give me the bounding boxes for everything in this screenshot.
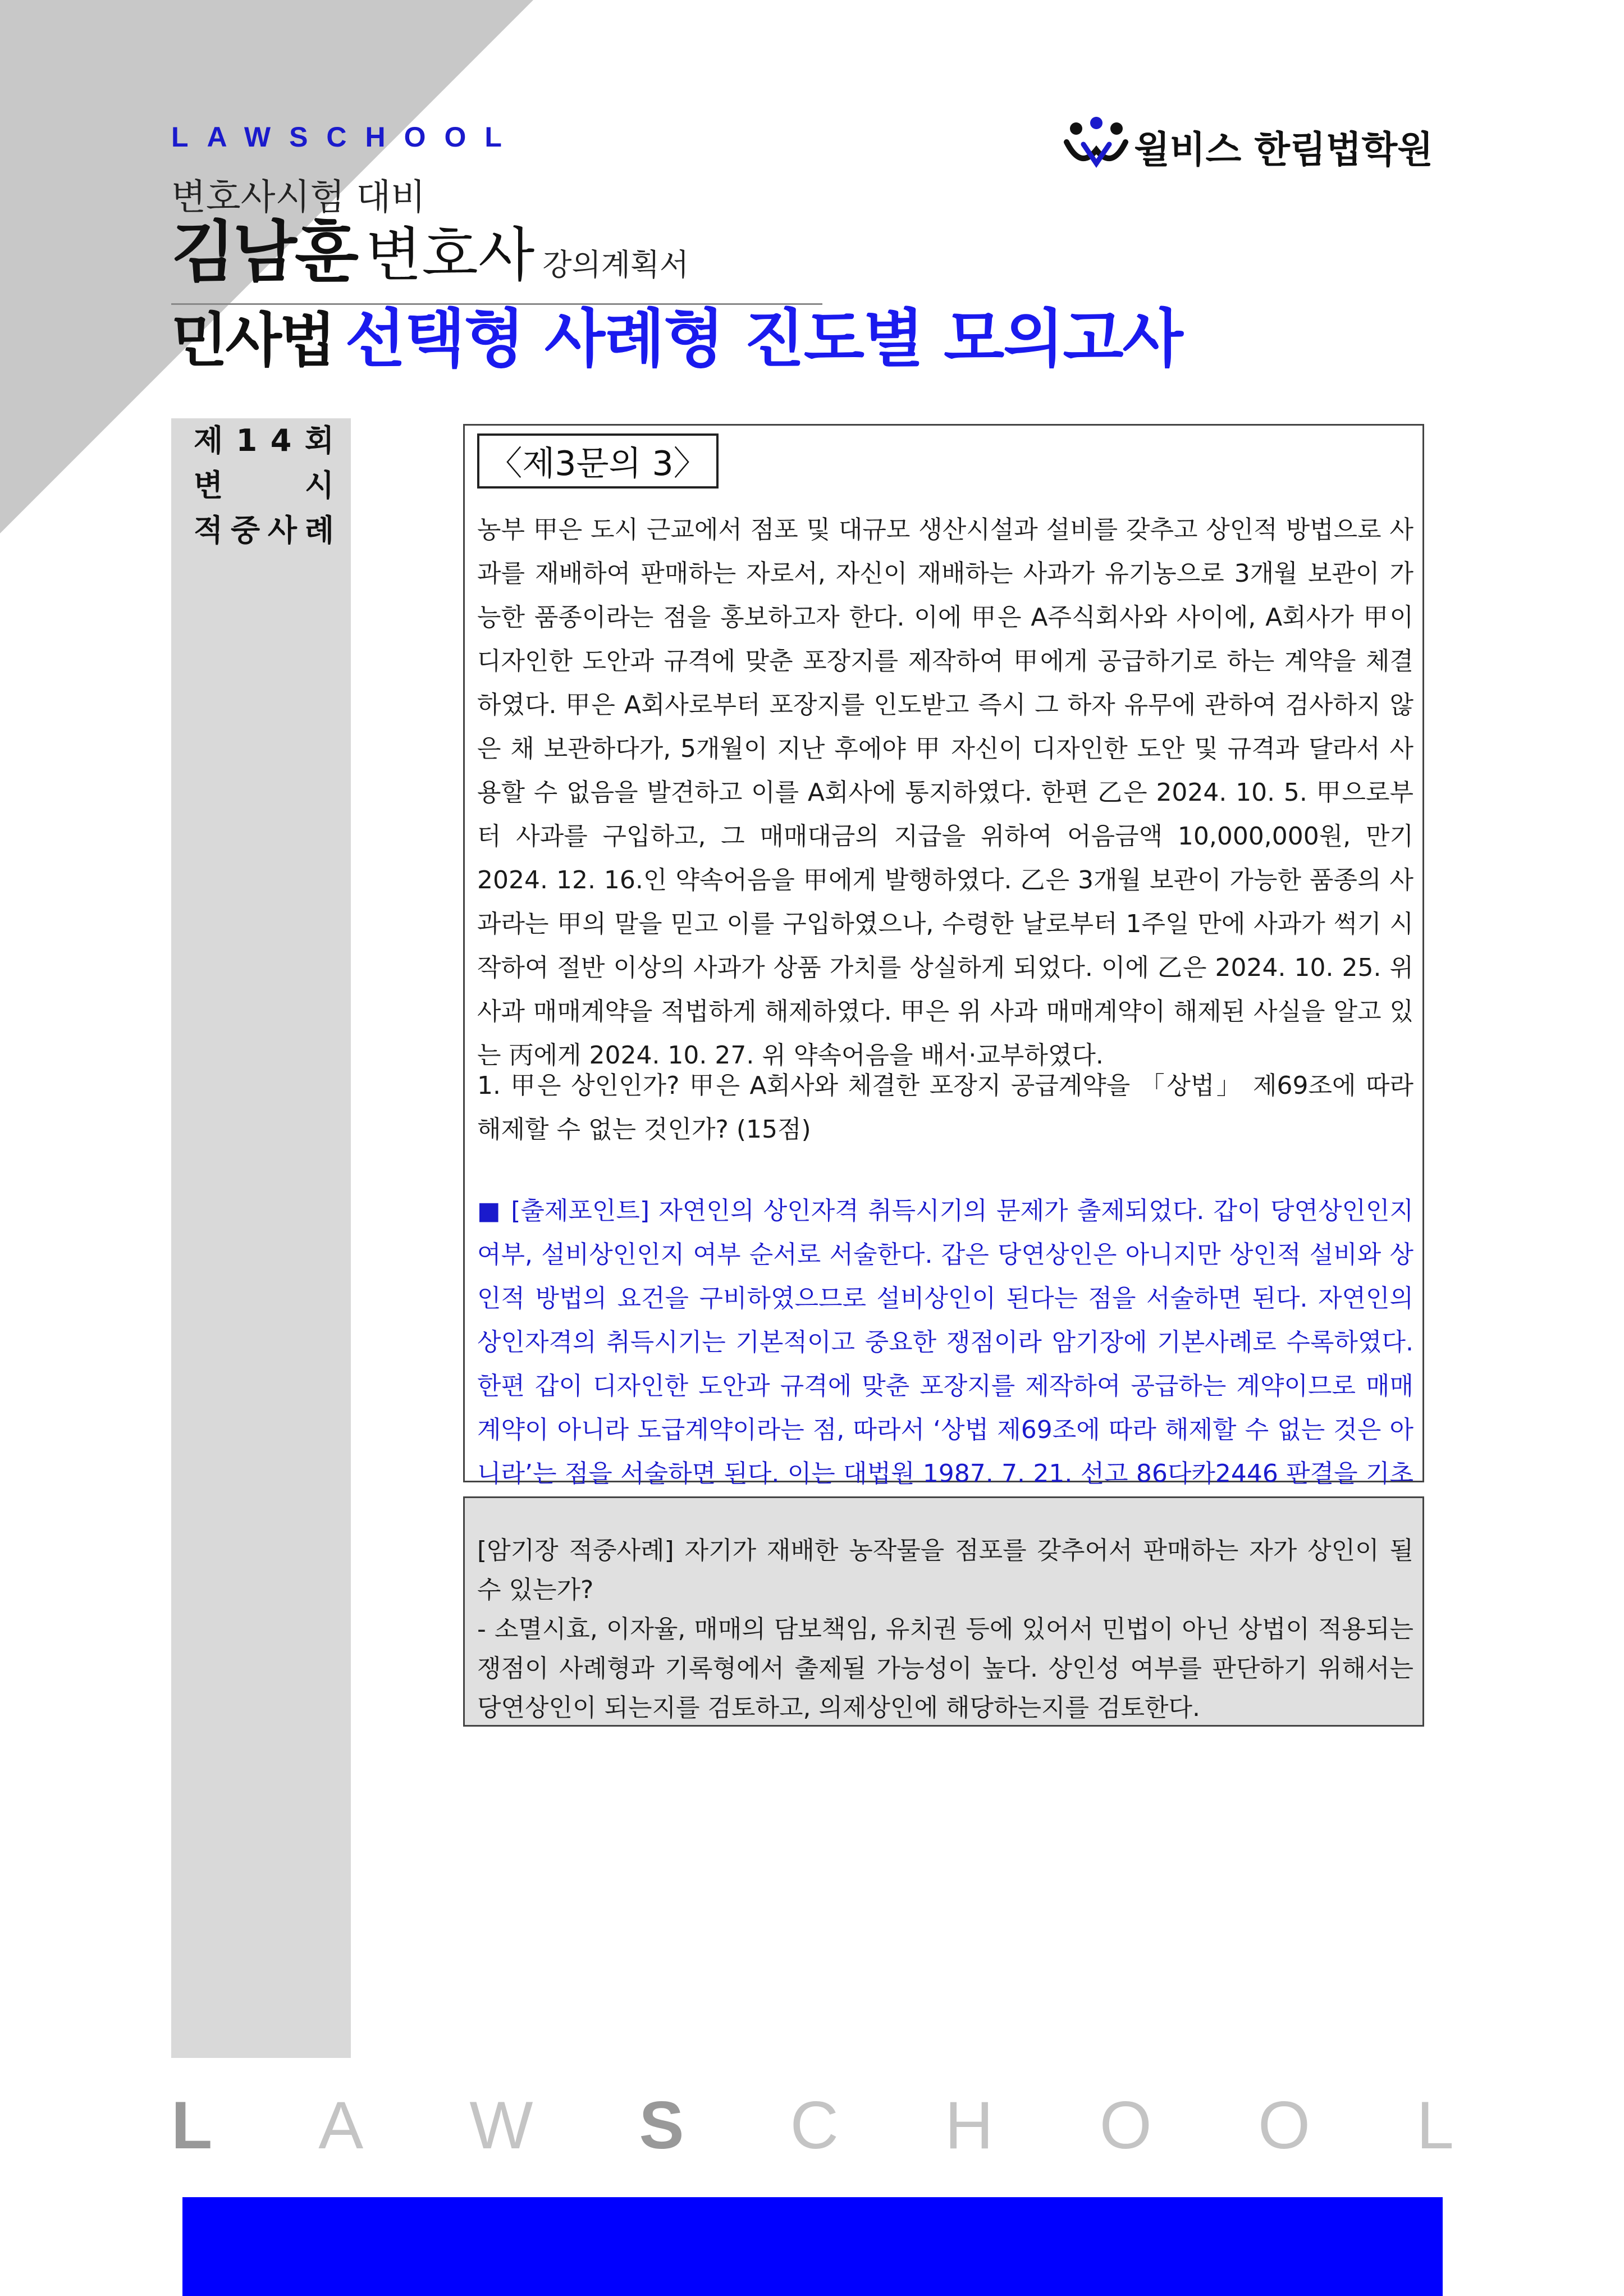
title-course: 선택형 사례형 진도별 모의고사 (345, 303, 1182, 376)
willbes-logo (1064, 115, 1457, 171)
sidebar-line-hit: 적 중 사 례 (194, 513, 334, 548)
exam-subtitle: 변호사시험 대비 (171, 177, 426, 218)
hit-case-body: - 소멸시효, 이자율, 매매의 담보책임, 유치권 등에 있어서 민법이 아닌 상법이 적용되는 쟁점이 사례형과 기록형에서 출제될 가능성이 높다. 상인성 여부를 판단하기 위해서는 당연상인이 되는지를 검토하고, 의제상인에 해당하는지를 검토한다. (477, 1615, 1413, 1722)
brand-lawschool-top: LAWSCHOOL (171, 121, 520, 153)
lecturer-line (171, 213, 689, 291)
logo-text: 윌비스 한림법학원 (1134, 128, 1434, 171)
question-number-label: 〈제3문의 3〉 (477, 433, 719, 489)
exam-point (477, 1189, 1413, 1540)
lecturer-role: 변호사 (365, 221, 535, 289)
page-title (171, 303, 1182, 376)
title-subject: 민사법 (171, 306, 334, 375)
sidebar-line-round: 제 1 4 회 (194, 423, 334, 458)
square-bullet-icon: ■ (477, 1197, 502, 1225)
sidebar-panel (171, 418, 351, 2058)
hit-case-title: [암기장 적중사례] 자기가 재배한 농작물을 점포를 갖추어서 판매하는 자가 상인이 될 수 있는가? (477, 1536, 1413, 1604)
sidebar-line-exam: 변 시 (194, 468, 334, 503)
brand-lawschool-bottom: L A W S C H O O L (171, 2088, 1454, 2163)
question-item-1: 1. 甲은 상인인가? 甲은 A회사와 체결한 포장지 공급계약을 「상법」 제69조에 따라 해제할 수 없는 것인가? (15점) (477, 1071, 1413, 1144)
lecturer-doc-label: 강의계획서 (542, 247, 689, 282)
exam-point-text: [출제포인트] 자연인의 상인자격 취득시기의 문제가 출제되었다. 갑이 당연상인인지 여부, 설비상인인지 여부 순서로 서술한다. 갑은 당연상인은 아니지만 상인적 설비와 상인적 방법의 요건을 구비하였으므로 설비상인이 된다는 점을 서술하면 된다. 자연인의 상인자격의 취득시기는 기본적이고 중요한 쟁점이라 암기장에 기본사례로 수록하였다. 한편 갑이 디자인한 도안과 규격에 맞춘 포장지를 제작하여 공급하는 계약이므로 매매계약이 아니라 도급계약이라는 점, 따라서 ‘상법 제69조에 따라 해제할 수 없는 것은 아니라’는 점을 서술하면 된다. 이는 대법원 1987. 7. 21. 선고 86다카2446 판결을 기초 (477, 1197, 1413, 1488)
willbes-people-logo-icon (1064, 115, 1128, 171)
lecturer-name: 김남훈 (171, 213, 356, 291)
sidebar-label (194, 418, 334, 553)
hit-case-text (477, 1531, 1413, 1728)
question-scenario: 농부 甲은 도시 근교에서 점포 및 대규모 생산시설과 설비를 갖추고 상인적 방법으로 사과를 재배하여 판매하는 자로서, 자신이 재배하는 사과가 유기농으로 3개월 보관이 가능한 품종이라는 점을 홍보하고자 한다. 이에 甲은 A주식회사와 사이에, A회사가 甲이 디자인한 도안과 규격에 맞춘 포장지를 제작하여 甲에게 공급하기로 하는 계약을 체결하였다. 甲은 A회사로부터 포장지를 인도받고 즉시 그 하자 유무에 관하여 검사하지 않은 채 보관하다가, 5개월이 지난 후에야 甲 자신이 디자인한 도안 및 규격과 달라서 사용할 수 없음을 발견하고 이를 A회사에 통지하였다. 한편 乙은 2024. 10. 5. 甲으로부터 사과를 구입하고, 그 매매대금의 지급을 위하여 어음금액 10,000,000원, 만기 2024. 12. 16.인 약속어음을 甲에게 발행하였다. 乙은 3개월 보관이 가능한 품종의 사과라는 甲의 말을 믿고 이를 구입하였으나, 수령한 날로부터 1주일 만에 사과가 썩기 시작하여 절반 이상의 사과가 상품 가치를 상실하게 되었다. 이에 乙은 2024. 10. 25. 위 사과 매매계약을 적법하게 해제하였다. 甲은 위 사과 매매계약이 해제된 사실을 알고 있는 丙에게 2024. 10. 27. 위 약속어음을 배서·교부하였다. (477, 515, 1413, 1070)
footer-bar (182, 2197, 1443, 2296)
